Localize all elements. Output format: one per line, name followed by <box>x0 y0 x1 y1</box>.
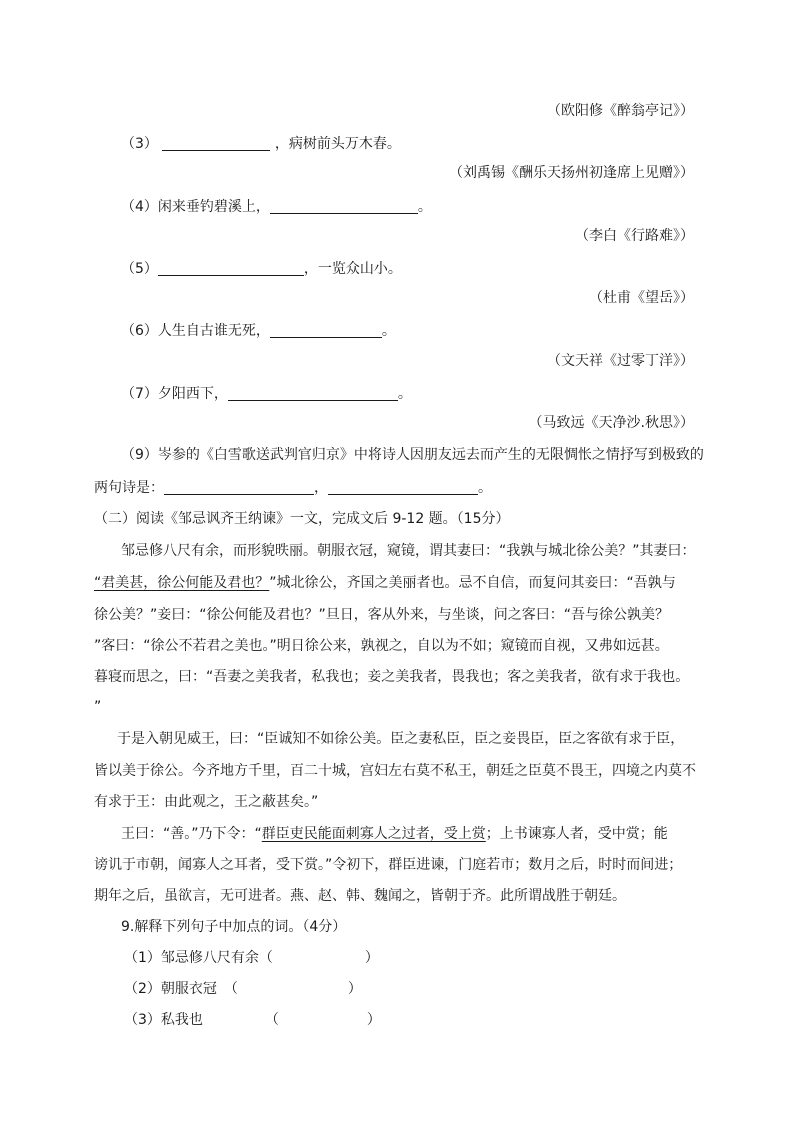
question-item <box>124 982 362 996</box>
item-number: （5） <box>121 261 158 277</box>
passage-line: ”客曰：“徐公不若君之美也。”明日徐公来，孰视之，自以为不如；窥镜而自视，又弗如远甚。 <box>94 638 669 654</box>
fill-blank-item-9-line2 <box>94 480 492 495</box>
underlined-sentence: “君美甚，徐公何能及君也？ <box>94 575 270 591</box>
question-text: ） <box>364 950 379 966</box>
question-text: ） <box>347 981 362 997</box>
section-heading: （二）阅读《邹忌讽齐王纳谏》一文，完成文后 9-12 题。（15分） <box>94 511 510 527</box>
passage-line: 期年之后，虽欲言，无可进者。燕、赵、韩、魏闻之，皆朝于齐。此所谓战胜于朝廷。 <box>94 888 626 904</box>
poem-text: ， <box>314 480 328 496</box>
fill-blank-item-5 <box>121 261 402 276</box>
fill-blank-item-6 <box>121 323 396 338</box>
answer-blank[interactable] <box>270 199 418 214</box>
poem-text: 。 <box>397 386 412 402</box>
question-text: （ <box>264 1012 279 1028</box>
passage-line: 皆以美于徐公。今齐地方千里，百二十城，宫妇左右莫不私王，朝廷之臣莫不畏王，四境之内莫不 <box>94 763 696 779</box>
question-item <box>124 951 379 965</box>
passage-line <box>94 576 676 590</box>
passage-line: 有求于王：由此观之，王之蔽甚矣。” <box>94 794 319 810</box>
poem-text: ，病树前头万木春。 <box>274 136 401 152</box>
passage-line: ” <box>94 699 102 715</box>
answer-blank[interactable] <box>158 261 304 276</box>
answer-blank[interactable] <box>162 136 270 151</box>
fill-blank-item-7 <box>121 386 412 401</box>
poem-text: 闲来垂钓碧溪上， <box>157 199 270 215</box>
poem-text: 。 <box>417 199 432 215</box>
passage-line: 谤讥于市朝，闻寡人之耳者，受下赏。”令初下，群臣进谏，门庭若市；数月之后，时时而间进； <box>94 857 683 873</box>
answer-blank[interactable] <box>164 480 314 495</box>
source-citation: （杜甫《望岳》） <box>589 290 694 306</box>
poem-text: 。 <box>478 480 492 496</box>
passage-line: 于是入朝见威王，曰：“臣诚知不如徐公美。臣之妻私臣，臣之妾畏臣，臣之客欲有求于臣， <box>117 731 685 747</box>
passage-text: ；上书谏寡人者，受中赏；能 <box>485 826 668 842</box>
source-citation: （欧阳修《醉翁亭记》） <box>547 103 694 119</box>
passage-text: 王曰：“善。”乃下令：“ <box>121 826 262 842</box>
question-text: （1）邹忌修八尺有余（ <box>124 950 273 966</box>
source-citation: （马致远《天净沙.秋思》） <box>528 415 694 431</box>
passage-text: ”城北徐公，齐国之美丽者也。忌不自信，而复问其妾曰：“吾孰与 <box>269 575 676 591</box>
passage-line <box>121 827 668 841</box>
underlined-sentence: 群臣吏民能面刺寡人之过者，受上赏 <box>261 826 486 842</box>
source-citation: （李白《行路难》） <box>575 228 694 244</box>
poem-text: 。 <box>381 323 396 339</box>
question-text: ） <box>366 1012 381 1028</box>
fill-blank-item-9-line1: （9）岑参的《白雪歌送武判官归京》中将诗人因朋友远去而产生的无限惆怅之情抒写到极致的 <box>121 447 704 463</box>
question-text: （2）朝服衣冠 （ <box>124 981 238 997</box>
item-number: （4） <box>121 199 158 215</box>
item-number: （3） <box>121 136 158 152</box>
item-number: （6） <box>121 323 158 339</box>
passage-line: 邹忌修八尺有余，而形貌昳丽。朝服衣冠，窥镜，谓其妻曰：“我孰与城北徐公美？”其妻曰： <box>121 543 696 559</box>
fill-blank-item-4 <box>121 199 432 214</box>
passage-line: 暮寝而思之，曰：“吾妻之美我者，私我也；妾之美我者，畏我也；客之美我者，欲有求于我也。 <box>94 669 690 685</box>
item-number: （7） <box>121 386 158 402</box>
poem-text: ，一览众山小。 <box>303 261 402 277</box>
fill-blank-item-3 <box>121 136 401 151</box>
question-item <box>124 1013 381 1027</box>
question-text: （3）私我也 <box>124 1012 203 1028</box>
answer-blank[interactable] <box>228 386 398 401</box>
source-citation: （刘禹锡《酬乐天扬州初逢席上见赠》） <box>449 165 694 181</box>
answer-blank[interactable] <box>328 480 478 495</box>
source-citation: （文天祥《过零丁洋》） <box>547 353 694 369</box>
poem-text: 两句诗是： <box>94 480 164 496</box>
passage-line: 徐公美？”妾曰：“徐公何能及君也？”旦日，客从外来，与坐谈，问之客曰：“吾与徐公孰美？ <box>94 607 670 623</box>
poem-text: 夕阳西下， <box>157 386 228 402</box>
poem-text: 人生自古谁无死， <box>157 323 270 339</box>
question-title: 9.解释下列句子中加点的词。（4分） <box>121 919 347 935</box>
answer-blank[interactable] <box>270 323 382 338</box>
